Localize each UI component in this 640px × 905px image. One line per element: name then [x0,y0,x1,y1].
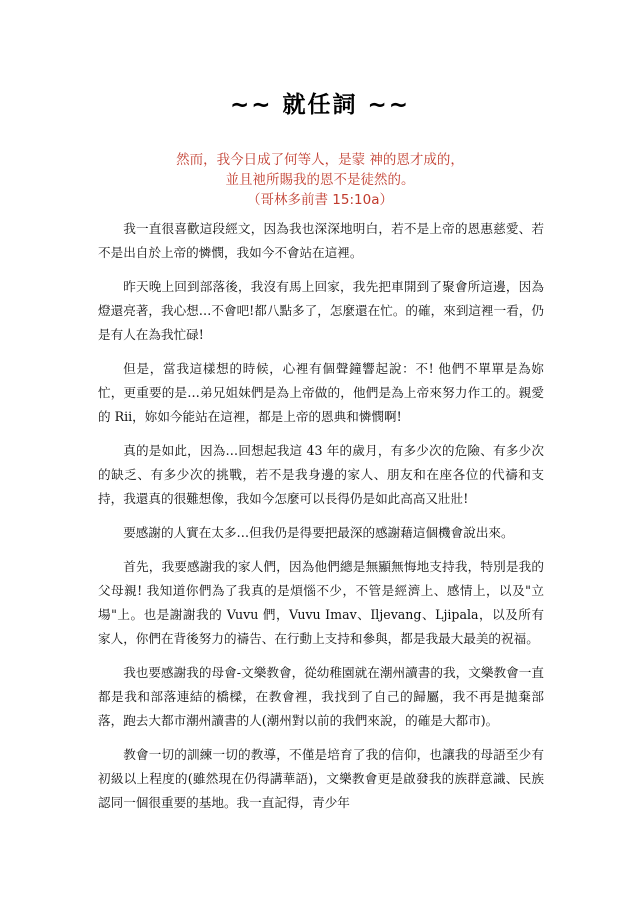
scripture-line-1: 然而，我今日成了何等人，是蒙 神的恩才成的， [176,152,464,168]
paragraph-2: 昨天晚上回到部落後，我沒有馬上回家，我先把車開到了聚會所這邊，因為燈還亮著，我心想…不會吧!都八點多了，怎麼還在忙。的確，來到這裡一看，仍是有人在為我忙碌! [98,279,544,342]
paragraph-3: 但是，當我這樣想的時候，心裡有個聲鐘響起說：不! 他們不單單是為妳忙，更重要的是…弟兄姐妹們是為上帝做的，他們是為上帝來努力作工的。親愛的 Rii，妳如今能站在這裡，都是上帝的恩典和憐憫啊! [98,361,544,424]
paragraph-6: 首先，我要感謝我的家人們，因為他們總是無顯無悔地支持我，特別是我的父母親! 我知道你們為了我真的是煩惱不少，不管是經濟上、感情上，以及"立場"上。也是謝謝我的 Vuvu 們，Vuvu Imav、Iljevang、Ljipala，以及所有家人，你們在背後努力的禱告、在行動上支持和參與，都是我最大最美的祝福。 [98,559,544,646]
paragraph-8: 教會一切的訓練一切的教導，不僅是培育了我的信仰，也讓我的母語至少有初級以上程度的(雖然現在仍得講華語)，文樂教會更是啟發我的族群意識、民族認同一個很重要的基地。我一直記得，青少年 [98,747,544,810]
scripture-quote [0,150,640,210]
paragraph-1: 我一直很喜歡這段經文，因為我也深深地明白，若不是上帝的恩惠慈愛、若不是出自於上帝的憐憫，我如今不會站在這裡。 [98,221,544,260]
paragraph-4: 真的是如此，因為…回想起我這 43 年的歲月，有多少次的危險、有多少次的缺乏、有多少次的挑戰，若不是我身邊的家人、朋友和在座各位的代禱和支持，我還真的很難想像，我如今怎麼可以長得仍是如此高高又壯壯! [98,443,544,506]
page-title: ~~ 就任詞 ~~ [229,92,411,118]
scripture-line-2: 並且祂所賜我的恩不是徒然的。 [225,172,415,188]
speech-body [98,217,544,825]
scripture-reference: （哥林多前書 15:10a） [247,192,393,208]
paragraph-7: 我也要感謝我的母會-文樂教會，從幼稚園就在潮州讀書的我，文樂教會一直都是我和部落連結的橋樑，在教會裡，我找到了自己的歸屬，我不再是拋棄部落，跑去大都市潮州讀書的人(潮州對以前的我們來說，的確是大都市)。 [98,665,544,728]
paragraph-5: 要感謝的人實在太多…但我仍是得要把最深的感謝藉這個機會說出來。 [123,525,514,540]
